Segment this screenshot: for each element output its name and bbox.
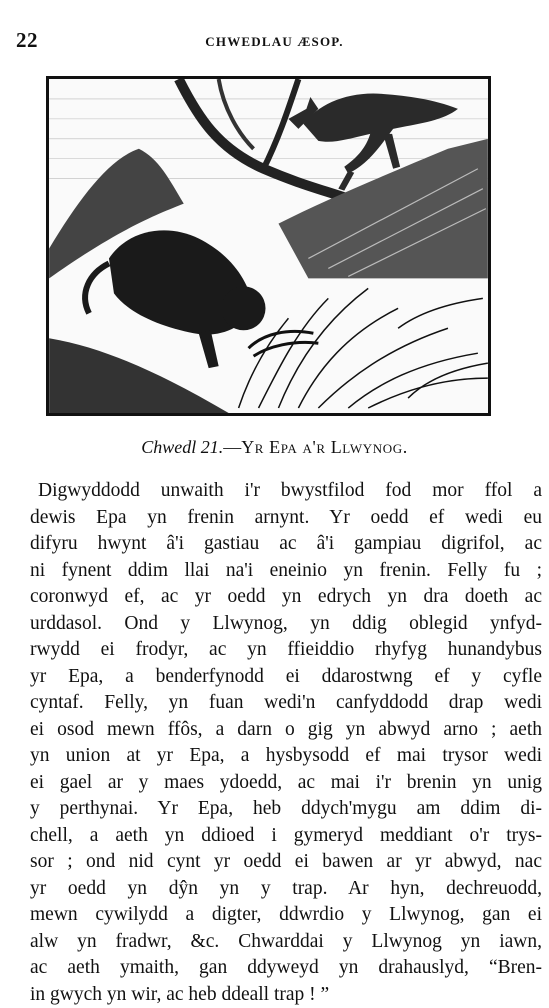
ape-figure	[85, 230, 265, 368]
text-line: chell, a aeth yn ddioed i gymeryd meddiant o'r trys-	[30, 823, 542, 850]
page-number: 22	[16, 28, 38, 53]
text-line: dewis Epa yn frenin arnynt. Yr oedd ef wedi eu	[30, 505, 542, 532]
text-line: rwydd ei frodyr, ac yn ffieiddio rhyfyg hunandybus	[30, 637, 542, 664]
text-line: difyru hwynt â'i gastiau ac â'i gampiau digrifol, ac	[30, 531, 542, 558]
text-line: sor ; ond nid cynt yr oedd ei bawen ar yr abwyd, nac	[30, 849, 542, 876]
text-line: mewn cywilydd a digter, ddwrdio y Llwynog, gan ei	[30, 902, 542, 929]
text-line: cyntaf. Felly, yn fuan wedi'n canfyddodd drap wedi	[30, 690, 542, 717]
fable-number: Chwedl 21.	[141, 437, 223, 457]
text-line: yr Epa, a benderfynodd ei ddarostwng ef y cyfle	[30, 664, 542, 691]
text-line: coronwyd ef, ac yr oedd yn edrych yn dra doeth ac	[30, 584, 542, 611]
text-line: ac aeth ymaith, gan ddyweyd yn drahauslyd, “Bren-	[30, 955, 542, 982]
text-line: y perthynai. Yr Epa, heb ddych'mygu am ddim di-	[30, 796, 542, 823]
fable-illustration	[46, 76, 491, 416]
text-line: ei osod mewn ffôs, a darn o gig yn abwyd arno ; aeth	[30, 717, 542, 744]
text-line: urddasol. Ond y Llwynog, yn ddig oblegid ynfyd-	[30, 611, 542, 638]
text-line: yn union at yr Epa, a hysbysodd ef mai trysor wedi	[30, 743, 542, 770]
text-line: in gwych yn wir, ac heb ddeall trap ! ”	[30, 982, 542, 1008]
text-line: ni fynent ddim llai na'i eneinio yn frenin. Felly fu ;	[30, 558, 542, 585]
fable-caption	[0, 437, 549, 458]
engraving-image	[49, 79, 488, 413]
text-line: alw yn fradwr, &c. Chwarddai y Llwynog yn iawn,	[30, 929, 542, 956]
caption-separator: —	[223, 437, 241, 457]
text-line: ei gael ar y maes ydoedd, ac mai i'r brenin yn unig	[30, 770, 542, 797]
text-line: yr oedd yn dŷn yn y trap. Ar hyn, dechreuodd,	[30, 876, 542, 903]
fable-text	[30, 478, 542, 1008]
text-line: Digwyddodd unwaith i'r bwystfilod fod mor ffol a	[30, 478, 542, 505]
running-title: CHWEDLAU ÆSOP.	[0, 34, 549, 50]
fable-title: Yr Epa a'r Llwynog.	[241, 437, 408, 457]
